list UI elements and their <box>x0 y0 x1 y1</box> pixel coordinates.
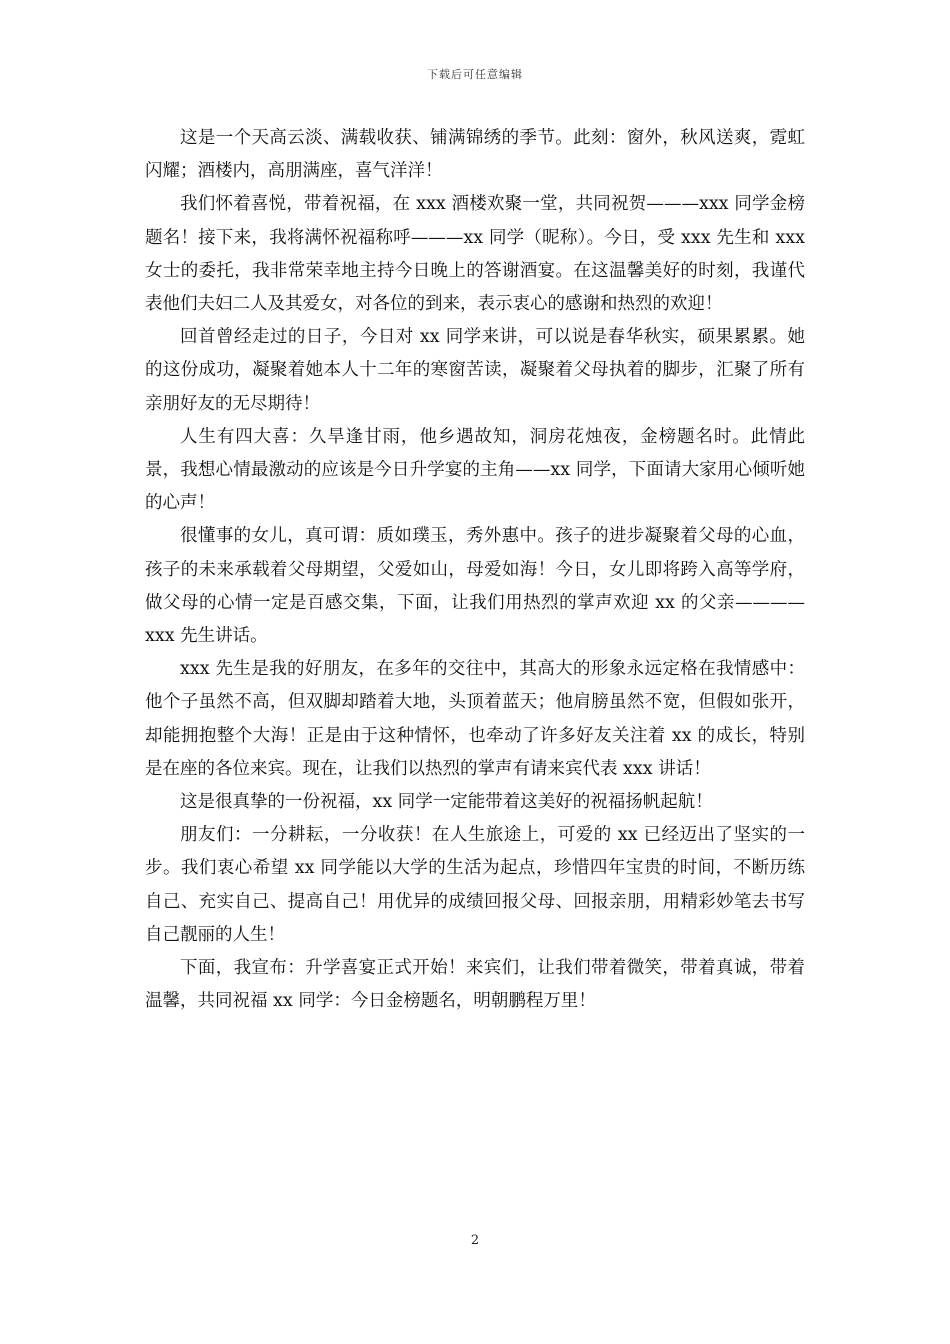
paragraph: 我们怀着喜悦，带着祝福，在 xxx 酒楼欢聚一堂，共同祝贺———xxx 同学金榜题名！接下来，我将满怀祝福称呼———xx 同学（昵称）。今日，受 xxx 先生和 xxx 女士的委托，我非常荣幸地主持今日晚上的答谢酒宴。在这温馨美好的时刻，我谨代表他们夫妇二人及其爱女，对各位的到来，表示衷心的感谢和热烈的欢迎！ <box>145 194 805 315</box>
paragraph: 回首曾经走过的日子，今日对 xx 同学来讲，可以说是春华秋实，硕果累累。她的这份成功，凝聚着她本人十二年的寒窗苦读，凝聚着父母执着的脚步，汇聚了所有亲朋好友的无尽期待！ <box>145 327 805 414</box>
paragraph: 这是一个天高云淡、满载收获、铺满锦绣的季节。此刻：窗外，秋风送爽，霓虹闪耀；酒楼内，高朋满座，喜气洋洋！ <box>145 128 805 182</box>
paragraph: 人生有四大喜：久旱逢甘雨，他乡遇故知，洞房花烛夜，金榜题名时。此情此景，我想心情最激动的应该是今日升学宴的主角——xx 同学，下面请大家用心倾听她的心声！ <box>145 426 805 514</box>
paragraph: 下面，我宣布：升学喜宴正式开始！来宾们，让我们带着微笑，带着真诚，带着温馨，共同祝福 xx 同学：今日金榜题名，明朝鹏程万里！ <box>145 958 805 1012</box>
paragraph: xxx 先生是我的好朋友，在多年的交往中，其高大的形象永远定格在我情感中：他个子虽然不高，但双脚却踏着大地，头顶着蓝天；他肩膀虽然不宽，但假如张开，却能拥抱整个大海！正是由于这种情怀，也牵动了许多好友关注着 xx 的成长，特别是在座的各位来宾。现在，让我们以热烈的掌声有请来宾代表 xxx 讲话！ <box>145 659 805 779</box>
page-number: 2 <box>470 1233 480 1248</box>
paragraph: 这是很真挚的一份祝福，xx 同学一定能带着这美好的祝福扬帆起航！ <box>180 792 713 813</box>
paragraph: 很懂事的女儿，真可谓：质如璞玉，秀外惠中。孩子的进步凝聚着父母的心血，孩子的未来承载着父母期望，父爱如山，母爱如海！今日，女儿即将跨入高等学府，做父母的心情一定是百感交集，下面，让我们用热烈的掌声欢迎 xx 的父亲————xxx 先生讲话。 <box>145 526 805 647</box>
document-body <box>145 122 805 1018</box>
header-note: 下载后可任意编辑 <box>427 68 523 81</box>
paragraph: 朋友们：一分耕耘，一分收获！在人生旅途上，可爱的 xx 已经迈出了坚实的一步。我们衷心希望 xx 同学能以大学的生活为起点，珍惜四年宝贵的时间，不断历练自己、充实自己、提高自己！用优异的成绩回报父母、回报亲朋，用精彩妙笔去书写自己靓丽的人生！ <box>145 825 805 945</box>
